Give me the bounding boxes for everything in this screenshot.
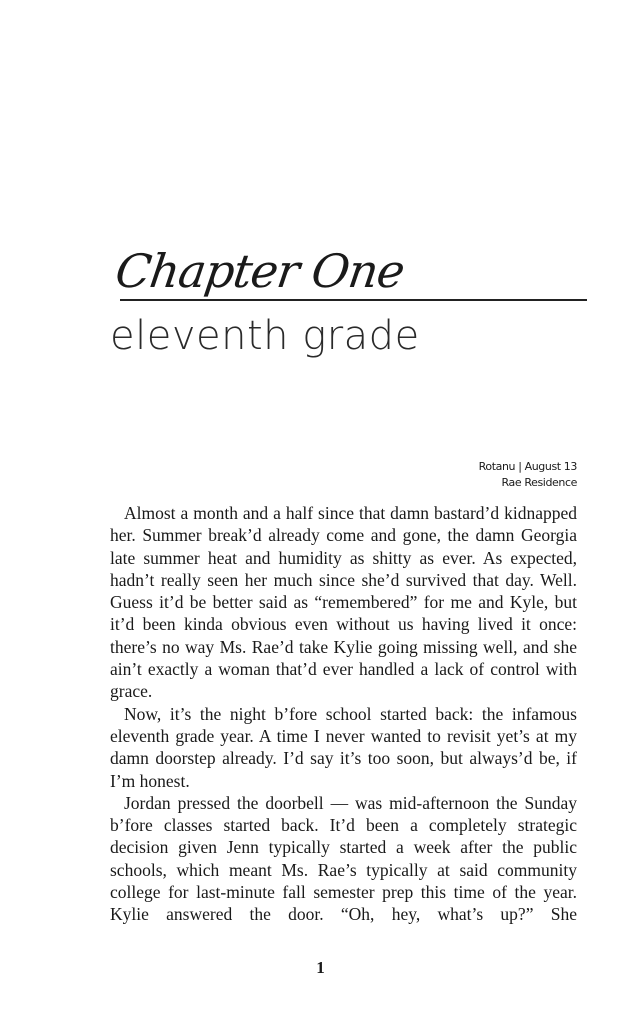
scene-header <box>479 459 577 491</box>
paragraph: Now, it’s the night b’fore school started back: the infamous eleventh grade year. A time I never wanted to revisit yet’s at my damn doorstep already. I’d say it’s too soon, but always’d be, if I’m honest. <box>110 703 577 791</box>
body-text <box>110 502 577 926</box>
scene-pov-date: Rotanu | August 13 <box>478 460 577 473</box>
paragraph: Almost a month and a half since that damn bastard’d kidnapped her. Summer break’d already come and gone, the damn Georgia late summer heat and humidity as shitty as ever. As expected, hadn’t really seen her much since she’d survived that day. Well. Guess it’d be better said as “remembered” for me and Kyle, but it’d been kinda obvious even without us having lived it once: there’s no way Ms. Rae’d take Kylie going missing well, and she ain’t exactly a woman that’d ever handled a lack of control with grace. <box>110 503 577 702</box>
chapter-rule <box>120 299 587 301</box>
chapter-title: eleventh grade <box>110 313 420 359</box>
scene-location: Rae Residence <box>501 476 577 489</box>
page-number: 1 <box>316 958 325 977</box>
paragraph: Jordan pressed the doorbell — was mid-afternoon the Sunday b’fore classes started back. It’d been a completely strategic decision given Jenn typically started a week after the public schools, which meant Ms. Rae’s typically at said community college for last-minute fall semester prep this time of the year. Kylie answered the door. “Oh, hey, what’s up?” She <box>110 792 577 925</box>
chapter-label: Chapter One <box>112 244 408 298</box>
